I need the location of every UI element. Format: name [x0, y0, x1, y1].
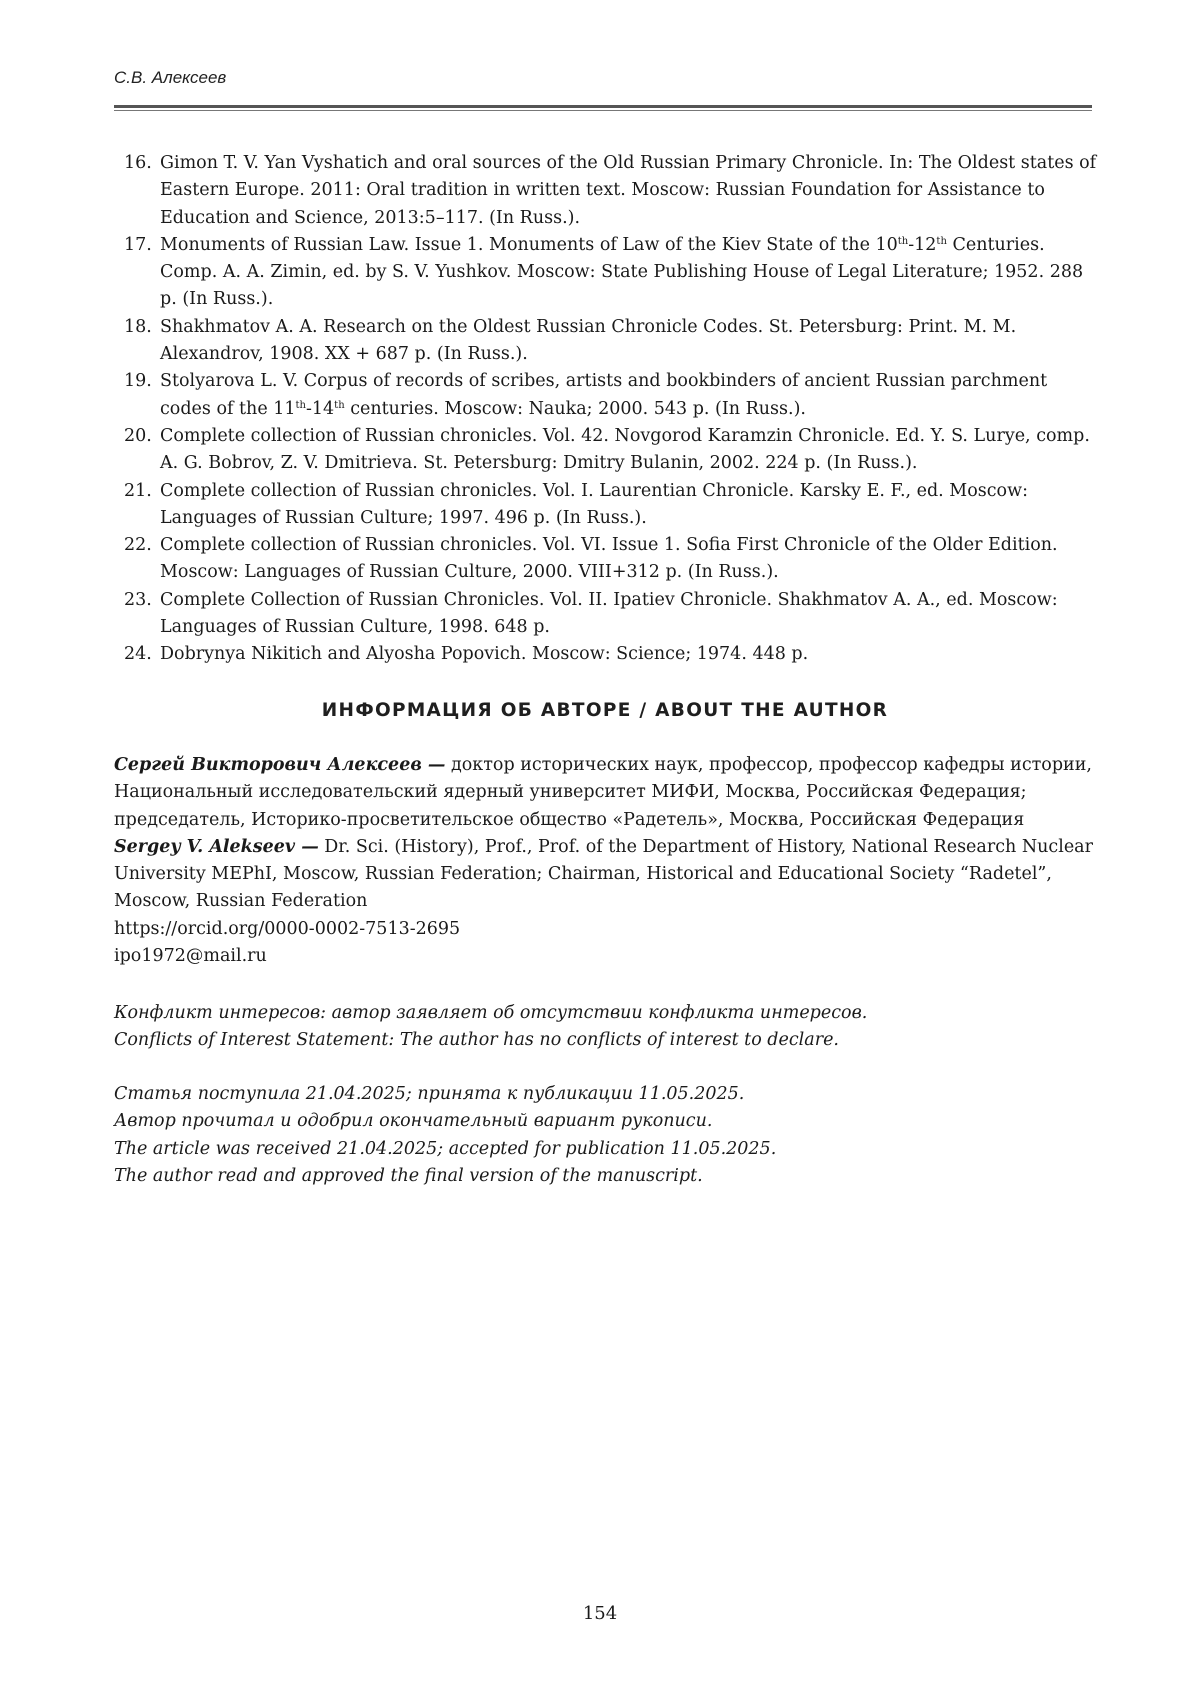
reference-number: 16.: [124, 153, 152, 173]
reference-text: Complete collection of Russian chronicles. Vol. I. Laurentian Chronicle. Karsky E. F., ed. Moscow: Languages of Russian Culture; 1997. 496 p. (In Russ.).: [160, 480, 1028, 528]
approved-en: The author read and approved the final version of the manuscript.: [114, 1165, 703, 1186]
author-info-en: [114, 834, 1104, 916]
reference-number: 23.: [124, 589, 152, 610]
reference-list: [116, 150, 1098, 669]
author-name-ru: Сергей Викторович Алексеев —: [114, 755, 446, 775]
reference-item: [116, 314, 1098, 369]
reference-item: [116, 478, 1098, 533]
header-rule-thin: [114, 110, 1092, 111]
reference-number: 20.: [124, 425, 152, 446]
header-rule-thick: [114, 105, 1092, 108]
author-affiliation-en: Dr. Sci. (History), Prof., Prof. of the Department of History, National Research Nuclear University MEPhI, Moscow, Russian Federation; Chairman, Historical and Educational Society “Radetel”, Moscow, Russian Federation: [114, 836, 1093, 912]
received-ru: Статья поступила 21.04.2025; принята к публикации 11.05.2025.: [114, 1084, 745, 1104]
reference-text: Gimon T. V. Yan Vyshatich and oral sources of the Old Russian Primary Chronicle. In: The Oldest states of Eastern Europe. 2011: Oral tradition in written text. Moscow: Russian Foundation for Assistance to Education and Science, 2013:5–117. (In Russ.).: [160, 153, 1097, 228]
reference-item: [116, 232, 1098, 314]
approved-ru: Автор прочитал и одобрил окончательный вариант рукописи.: [114, 1111, 713, 1132]
reference-text: Shakhmatov A. A. Research on the Oldest Russian Chronicle Codes. St. Petersburg: Print. M. M. Alexandrov, 1908. XX + 687 p. (In Russ.).: [160, 316, 1017, 365]
reference-number: 24.: [124, 644, 152, 665]
reference-text: Stolyarova L. V. Corpus of records of scribes, artists and bookbinders of ancient Russian parchment codes of the 11th-14th centuries. Moscow: Nauka; 2000. 543 p. (In Russ.).: [160, 371, 1048, 419]
about-author-heading: ИНФОРМАЦИЯ ОБ АВТОРЕ / ABOUT THE AUTHOR: [321, 700, 889, 721]
author-affiliation-ru: доктор исторических наук, профессор, профессор кафедры истории, Национальный исследовательский ядерный университет МИФИ, Москва, Российская Федерация; председатель, Историко-просветительское общество «Радетель», Москва, Российская Федерация: [114, 755, 1092, 830]
reference-number: 21.: [124, 480, 152, 501]
author-orcid-link[interactable]: https://orcid.org/0000-0002-7513-2695: [114, 918, 461, 939]
reference-text: Complete collection of Russian chronicles. Vol. VI. Issue 1. Sofia First Chronicle of the Older Edition. Moscow: Languages of Russian Culture, 2000. VIII+312 p. (In Russ.).: [160, 535, 1058, 583]
reference-number: 18.: [124, 316, 152, 337]
author-name-en: Sergey V. Alekseev —: [114, 836, 319, 857]
reference-item: [116, 368, 1098, 423]
article-dates: [114, 1081, 1104, 1190]
reference-number: 17.: [124, 234, 152, 255]
received-en: The article was received 21.04.2025; accepted for publication 11.05.2025.: [114, 1138, 777, 1159]
reference-item: [116, 641, 1098, 668]
author-info: [114, 752, 1104, 970]
reference-number: 22.: [124, 535, 152, 556]
conflict-en: Conflicts of Interest Statement: The author has no conflicts of interest to declare.: [114, 1030, 839, 1051]
running-head: С.В. Алексеев: [114, 68, 227, 87]
reference-number: 19.: [124, 371, 152, 392]
conflict-ru: Конфликт интересов: автор заявляет об отсутствии конфликта интересов.: [114, 1003, 868, 1023]
page-number: 154: [582, 1603, 618, 1624]
reference-text: Dobrynya Nikitich and Alyosha Popovich. Moscow: Science; 1974. 448 p.: [160, 644, 809, 665]
reference-item: [116, 587, 1098, 642]
reference-text: Complete Collection of Russian Chronicles. Vol. II. Ipatiev Chronicle. Shakhmatov A. A., ed. Moscow: Languages of Russian Culture, 1998. 648 p.: [160, 589, 1058, 638]
reference-item: [116, 150, 1098, 232]
conflict-statement: [114, 1000, 1104, 1055]
reference-text: Complete collection of Russian chronicles. Vol. 42. Novgorod Karamzin Chronicle. Ed. Y. S. Lurye, comp. A. G. Bobrov, Z. V. Dmitrieva. St. Petersburg: Dmitry Bulanin, 2002. 224 p. (In Russ.).: [160, 425, 1090, 474]
author-info-ru: [114, 752, 1104, 834]
reference-item: [116, 532, 1098, 587]
reference-item: [116, 423, 1098, 478]
author-email-link[interactable]: ipo1972@mail.ru: [114, 946, 267, 967]
reference-text: Monuments of Russian Law. Issue 1. Monuments of Law of the Kiev State of the 10th-12th Centuries. Comp. A. A. Zimin, ed. by S. V. Yushkov. Moscow: State Publishing House of Legal Literature; 1952. 288 p. (In Russ.).: [160, 234, 1084, 310]
